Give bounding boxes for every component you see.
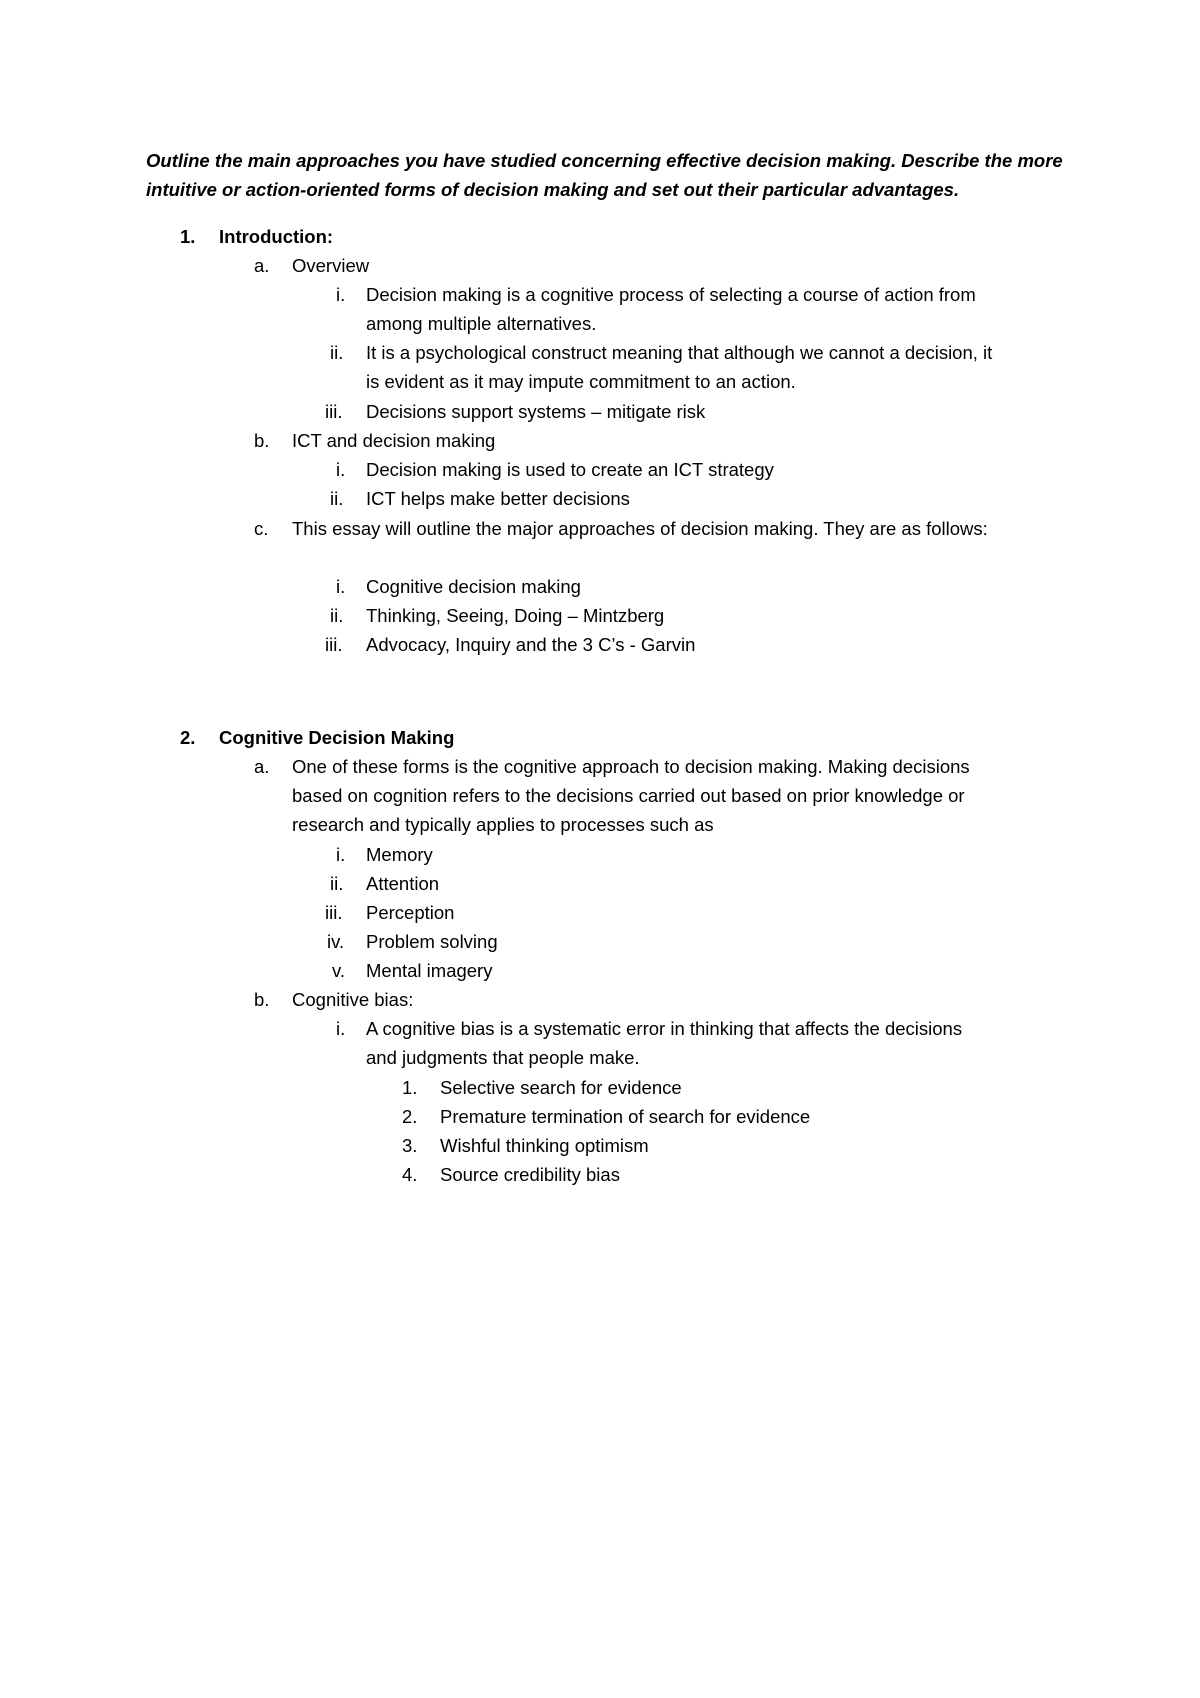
subitem-line: Cognitive decision making — [366, 576, 581, 597]
section-title: Cognitive Decision Making — [219, 727, 455, 748]
subitem-line: Thinking, Seeing, Doing – Mintzberg — [366, 605, 665, 626]
section-title: Introduction: — [219, 226, 334, 247]
item-letter: b. — [254, 430, 270, 451]
subitem-roman: iii. — [325, 401, 343, 422]
point-number: 1. — [402, 1077, 418, 1098]
item-letter: a. — [254, 756, 270, 777]
subitem-line: Decision making is used to create an ICT strategy — [366, 459, 774, 480]
subitem-line: Attention — [366, 873, 440, 894]
point-text: Source credibility bias — [440, 1164, 620, 1185]
subitem-roman: v. — [332, 960, 346, 981]
subitem-roman: ii. — [330, 488, 344, 509]
subitem-line: Mental imagery — [366, 960, 493, 981]
subitem-line: Perception — [366, 902, 455, 923]
item-text: Overview — [292, 255, 370, 276]
item-line: One of these forms is the cognitive approach to decision making. Making decisions — [292, 756, 970, 777]
point-number: 4. — [402, 1164, 418, 1185]
subitem-line: It is a psychological construct meaning that although we cannot a decision, it — [366, 342, 993, 363]
subitem-roman: iii. — [325, 902, 343, 923]
subitem-line: Decisions support systems – mitigate risk — [366, 401, 706, 422]
point-number: 3. — [402, 1135, 418, 1156]
subitem-line: A cognitive bias is a systematic error in thinking that affects the decisions — [366, 1018, 963, 1039]
subitem-line: Advocacy, Inquiry and the 3 C’s - Garvin — [366, 634, 696, 655]
item-text: Cognitive bias: — [292, 989, 414, 1010]
item-text: This essay will outline the major approaches of decision making. They are as follows: — [292, 518, 988, 539]
subitem-line: and judgments that people make. — [366, 1047, 640, 1068]
point-number: 2. — [402, 1106, 418, 1127]
question-text: Outline the main approaches you have studied concerning effective decision making. Describe the more intuitive or action-oriented forms of decision making and set out their particular advantages. — [146, 150, 1063, 200]
subitem-line: Memory — [366, 844, 433, 865]
item-line: research and typically applies to processes such as — [292, 814, 714, 835]
item-letter: c. — [254, 518, 269, 539]
subitem-roman: i. — [336, 1018, 346, 1039]
subitem-roman: ii. — [330, 342, 344, 363]
item-letter: b. — [254, 989, 270, 1010]
subitem-roman: ii. — [330, 873, 344, 894]
subitem-roman: i. — [336, 459, 346, 480]
subitem-roman: ii. — [330, 605, 344, 626]
section-number: 1. — [180, 226, 196, 247]
section-number: 2. — [180, 727, 196, 748]
item-line: based on cognition refers to the decisions carried out based on prior knowledge or — [292, 785, 965, 806]
item-text: ICT and decision making — [292, 430, 496, 451]
point-text: Wishful thinking optimism — [440, 1135, 649, 1156]
subitem-line: ICT helps make better decisions — [366, 488, 630, 509]
subitem-roman: iv. — [327, 931, 345, 952]
point-text: Selective search for evidence — [440, 1077, 682, 1098]
subitem-roman: iii. — [325, 634, 343, 655]
subitem-line: is evident as it may impute commitment to an action. — [366, 371, 796, 392]
item-letter: a. — [254, 255, 270, 276]
subitem-line: among multiple alternatives. — [366, 313, 597, 334]
point-text: Premature termination of search for evidence — [440, 1106, 811, 1127]
subitem-roman: i. — [336, 284, 346, 305]
subitem-roman: i. — [336, 576, 346, 597]
subitem-line: Problem solving — [366, 931, 498, 952]
subitem-line: Decision making is a cognitive process of selecting a course of action from — [366, 284, 976, 305]
subitem-roman: i. — [336, 844, 346, 865]
